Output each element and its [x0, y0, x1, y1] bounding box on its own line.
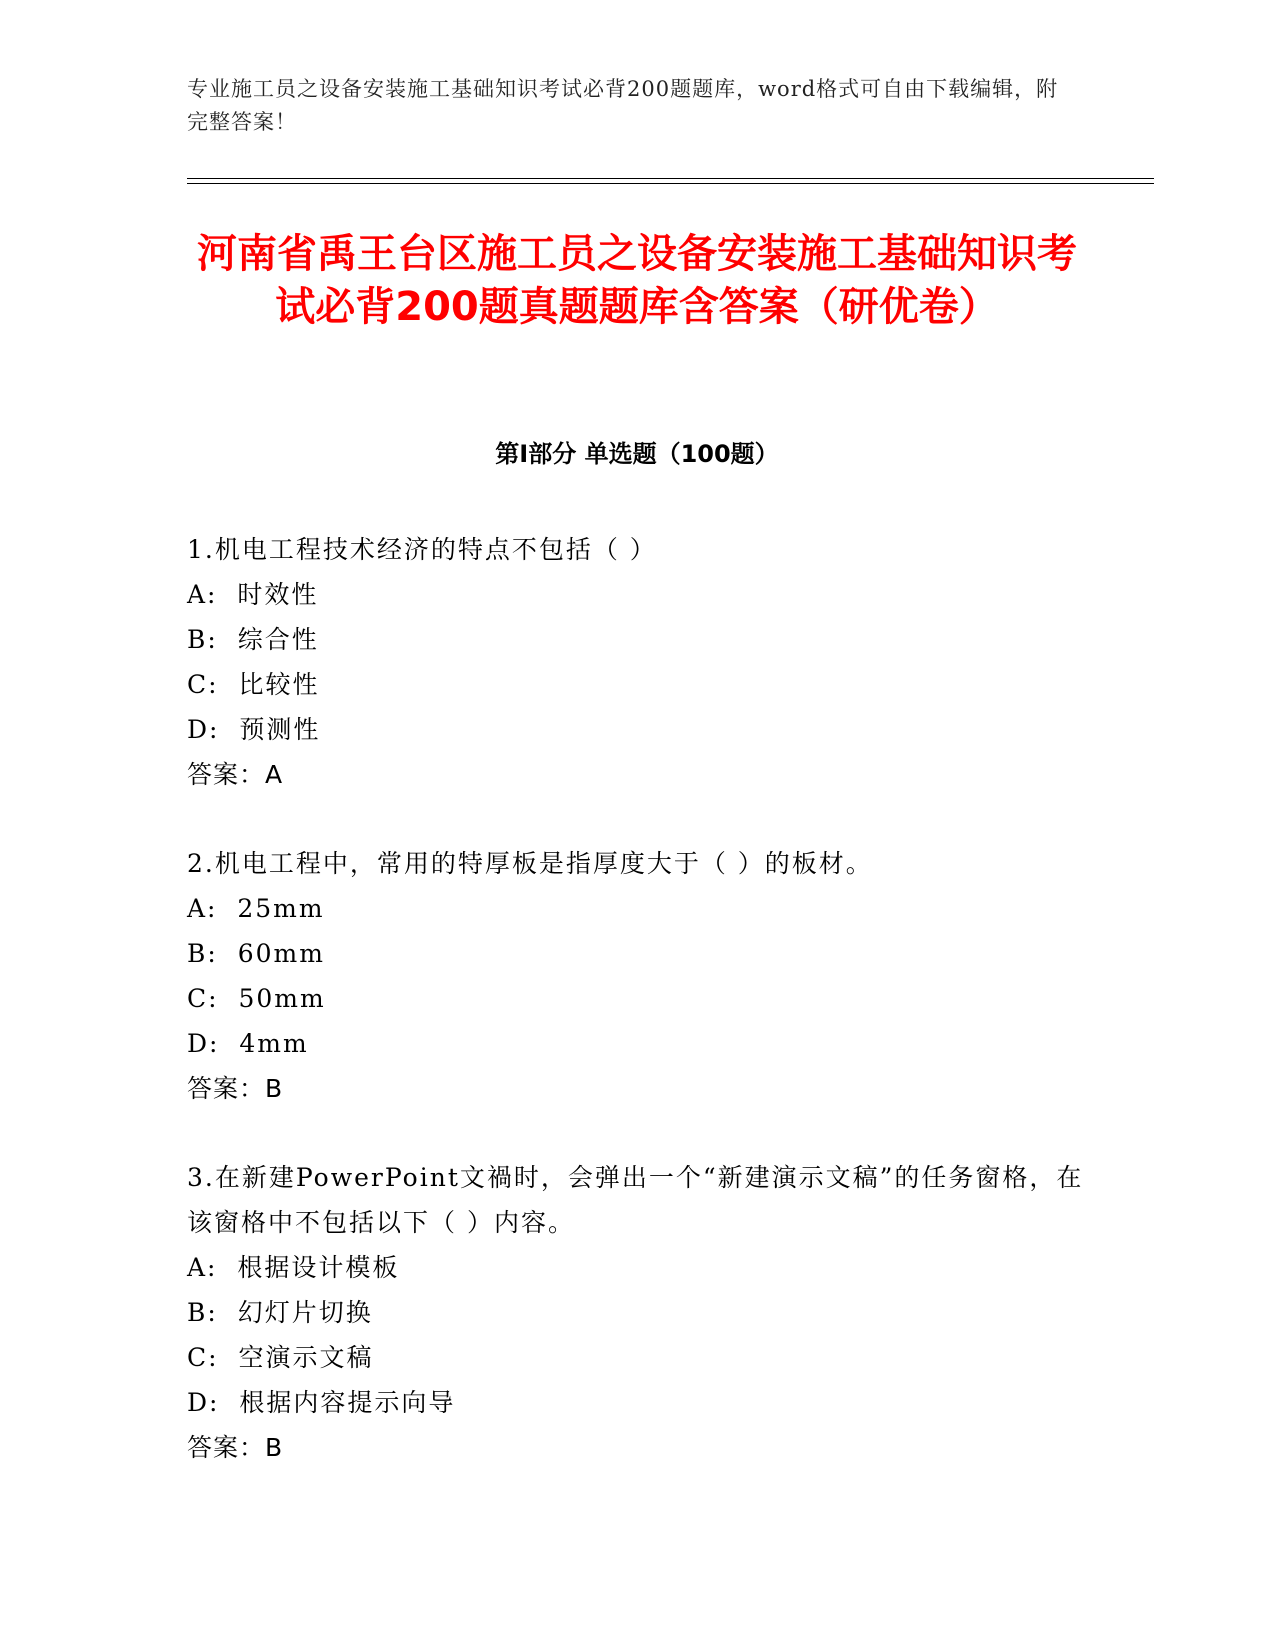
answer: 答案：A — [187, 760, 284, 789]
question-stem: 3.在新建PowerPoint文禍时，会弹出一个“新建演示文稿”的任务窗格，在该窗格中不包括以下（ ）内容。 — [187, 1163, 1084, 1237]
question-2 — [187, 841, 1087, 1111]
option-b: B: 综合性 — [187, 625, 319, 654]
question-list — [187, 527, 1087, 1514]
option-d: D: 4mm — [187, 1029, 309, 1058]
question-1 — [187, 527, 1087, 797]
answer: 答案：B — [187, 1433, 284, 1462]
question-stem: 1.机电工程技术经济的特点不包括（ ） — [187, 535, 657, 564]
option-a: A: 时效性 — [187, 580, 319, 609]
option-c: C: 空演示文稿 — [187, 1343, 374, 1372]
question-3 — [187, 1155, 1087, 1470]
option-d: D: 预测性 — [187, 715, 321, 744]
option-b: B: 60mm — [187, 939, 325, 968]
option-a: A: 25mm — [187, 894, 325, 923]
option-list — [187, 886, 1087, 1066]
header-note: 专业施工员之设备安装施工基础知识考试必背200题题库，word格式可自由下载编辑，附完整答案！ — [187, 77, 1059, 134]
option-a: A: 根据设计模板 — [187, 1253, 400, 1282]
header-divider-bottom — [187, 183, 1154, 184]
option-d: D: 根据内容提示向导 — [187, 1388, 456, 1417]
option-b: B: 幻灯片切换 — [187, 1298, 373, 1327]
option-c: C: 比较性 — [187, 670, 320, 699]
header-divider-top — [187, 178, 1154, 179]
option-list — [187, 1245, 1087, 1425]
question-stem: 2.机电工程中，常用的特厚板是指厚度大于（ ）的板材。 — [187, 849, 873, 878]
option-list — [187, 572, 1087, 752]
answer: 答案：B — [187, 1074, 284, 1103]
document-title: 河南省禹王台区施工员之设备安装施工基础知识考试必背200题真题题库含答案（研优卷） — [197, 231, 1077, 330]
section-heading: 第I部分 单选题（100题） — [495, 440, 779, 468]
option-c: C: 50mm — [187, 984, 326, 1013]
